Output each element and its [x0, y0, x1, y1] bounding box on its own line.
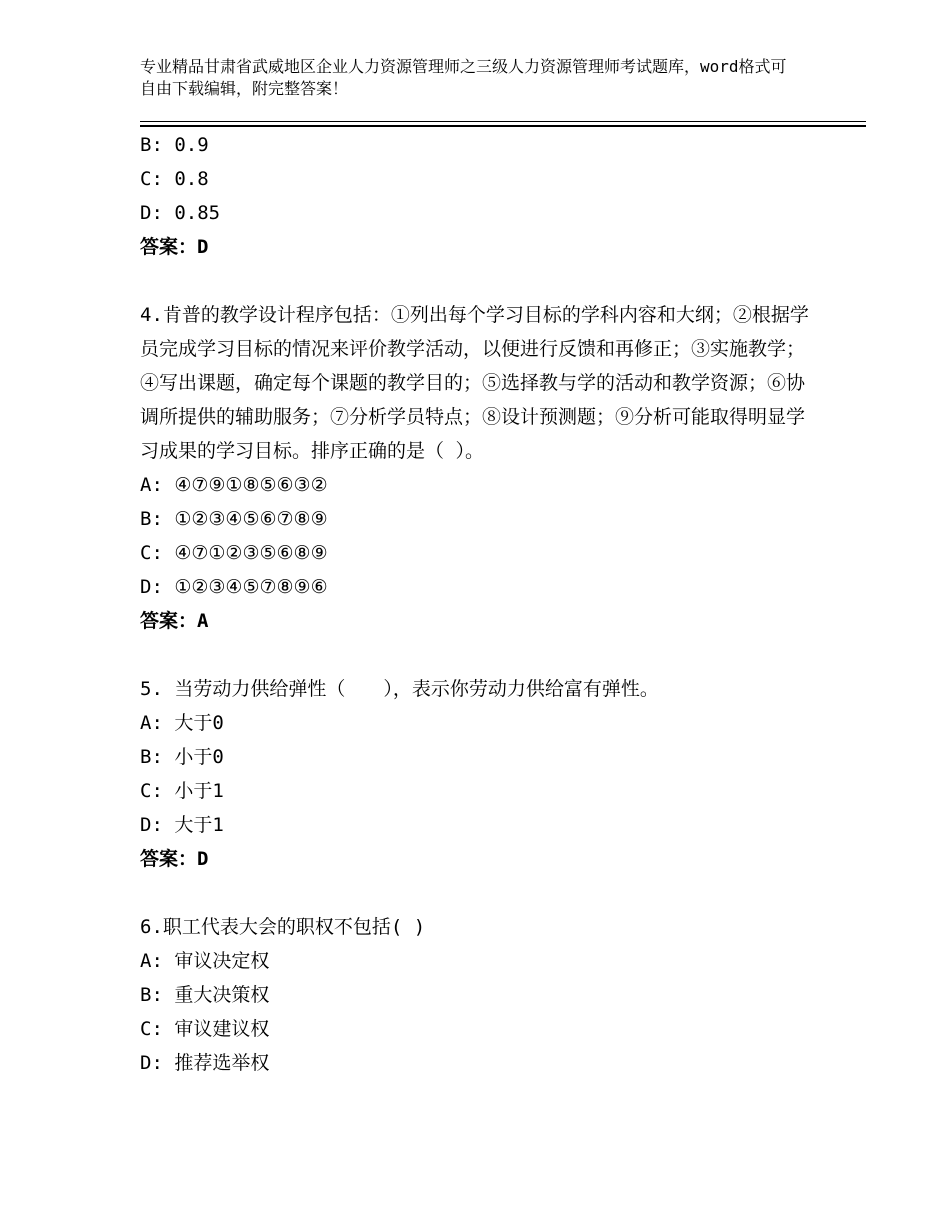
question-list: [140, 128, 810, 1080]
option-b: B: 小于0: [140, 746, 224, 768]
question-stem: 6.职工代表大会的职权不包括( ): [140, 916, 426, 938]
option-b: B: ①②③④⑤⑥⑦⑧⑨: [140, 508, 328, 530]
option-d: D: 大于1: [140, 814, 224, 836]
answer: 答案：D: [140, 848, 209, 870]
option-c: C: 0.8: [140, 168, 209, 190]
question-5: [140, 672, 810, 876]
option-d: D: 0.85: [140, 202, 221, 224]
option-b: B: 重大决策权: [140, 984, 270, 1006]
option-a: A: ④⑦⑨①⑧⑤⑥③②: [140, 474, 328, 496]
option-b: B: 0.9: [140, 134, 209, 156]
answer: 答案：D: [140, 236, 209, 258]
option-a: A: 大于0: [140, 712, 224, 734]
option-c: C: ④⑦①②③⑤⑥⑧⑨: [140, 542, 328, 564]
option-d: D: ①②③④⑤⑦⑧⑨⑥: [140, 576, 328, 598]
option-a: A: 审议决定权: [140, 950, 270, 972]
option-c: C: 审议建议权: [140, 1018, 270, 1040]
question-stem: 5. 当劳动力供给弹性（ ），表示你劳动力供给富有弹性。: [140, 678, 659, 700]
question-3: [140, 128, 810, 264]
question-6: [140, 910, 810, 1080]
option-d: D: 推荐选举权: [140, 1052, 270, 1074]
question-stem: 4.肯普的教学设计程序包括：①列出每个学习目标的学科内容和大纲；②根据学员完成学习目标的情况来评价教学活动，以便进行反馈和再修正；③实施教学；④写出课题，确定每个课题的教学目的；⑤选择教与学的活动和教学资源；⑥协调所提供的辅助服务；⑦分析学员特点；⑧设计预测题；⑨分析可能取得明显学习成果的学习目标。排序正确的是（ ）。: [140, 304, 809, 462]
answer: 答案：A: [140, 610, 209, 632]
option-c: C: 小于1: [140, 780, 224, 802]
document-header: [140, 56, 800, 100]
header-title: 专业精品甘肃省武威地区企业人力资源管理师之三级人力资源管理师考试题库，word格式可自由下载编辑，附完整答案！: [140, 57, 787, 98]
header-divider: [140, 121, 866, 127]
question-4: [140, 298, 810, 638]
